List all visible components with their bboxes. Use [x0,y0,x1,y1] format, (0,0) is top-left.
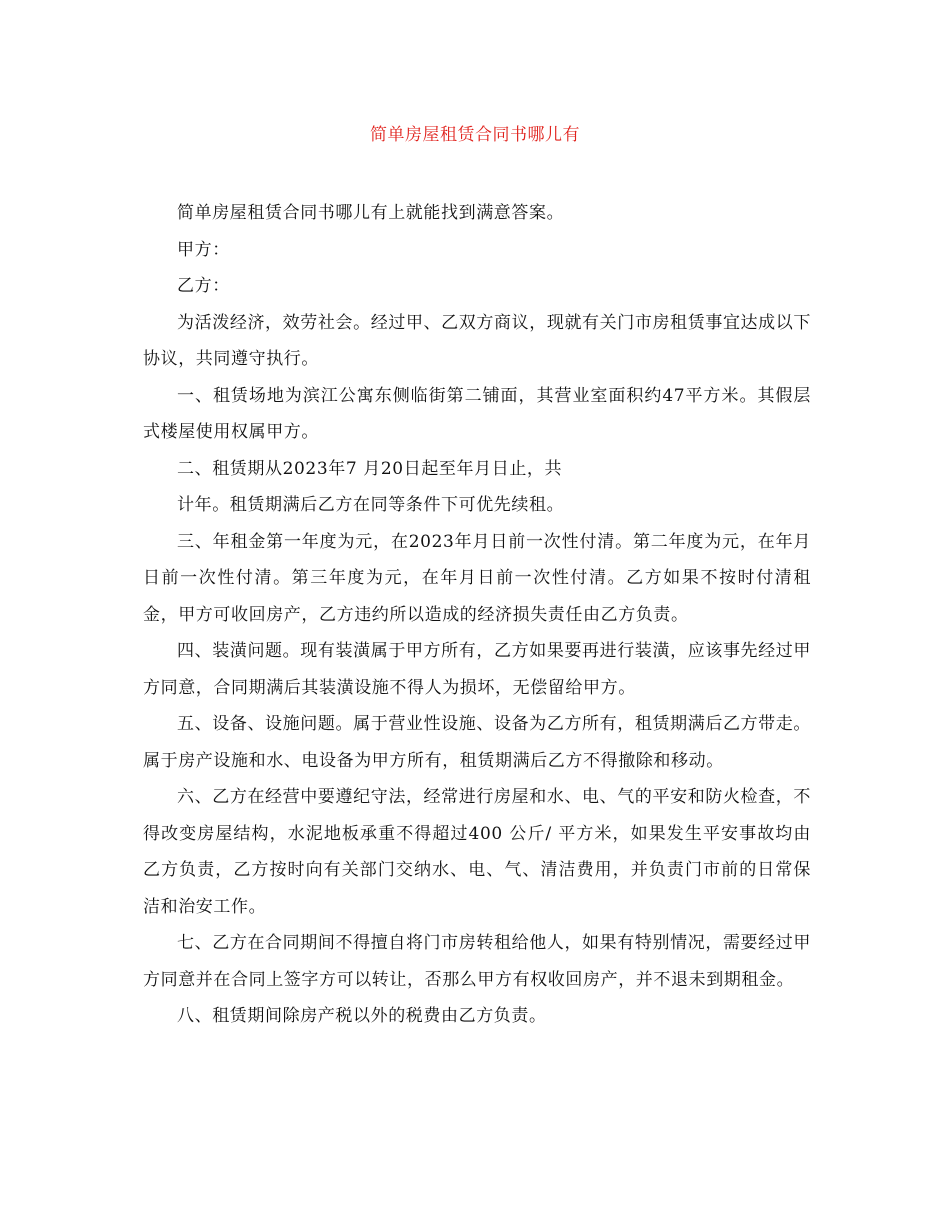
clause-4-decoration: 四、装潢问题。现有装潢属于甲方所有，乙方如果要再进行装潢，应该事先经过甲方同意，合同期满后其装潢设施不得人为损坏，无偿留给甲方。 [143,641,811,698]
clause-3-rent: 三、年租金第一年度为元，在2023年月日前一次性付清。第二年度为元，在年月日前一次性付清。第三年度为元，在年月日前一次性付清。乙方如果不按时付清租金，甲方可收回房产，乙方违约所以造成的经济损失责任由乙方负责。 [143,531,811,625]
document-body [143,195,811,1035]
clause-7-sublease: 七、乙方在合同期间不得擅自将门市房转租给他人，如果有特别情况，需要经过甲方同意并在合同上签字方可以转让，否那么甲方有权收回房产，并不退未到期租金。 [143,933,811,990]
clause-2-term-continued: 计年。租赁期满后乙方在同等条件下可优先续租。 [177,495,565,515]
clause-1-premises: 一、租赁场地为滨江公寓东侧临街第二铺面，其营业室面积约47平方米。其假层式楼屋使用权属甲方。 [143,385,811,442]
document-title: 简单房屋租赁合同书哪儿有 [370,125,580,145]
clause-8-taxes: 八、租赁期间除房产税以外的税费由乙方负责。 [177,1006,547,1026]
clause-6-compliance: 六、乙方在经营中要遵纪守法，经常进行房屋和水、电、气的平安和防火检查，不得改变房屋结构，水泥地板承重不得超过400 公斤/ 平方米，如果发生平安事故均由乙方负责，乙方按时向有关部门交纳水、电、气、清洁费用，并负责门市前的日常保洁和治安工作。 [143,787,811,917]
preamble-paragraph: 为活泼经济，效劳社会。经过甲、乙双方商议，现就有关门市房租赁事宜达成以下协议，共同遵守执行。 [143,312,811,369]
intro-paragraph: 简单房屋租赁合同书哪儿有上就能找到满意答案。 [177,203,565,223]
party-b-line: 乙方： [177,276,230,296]
clause-5-equipment: 五、设备、设施问题。属于营业性设施、设备为乙方所有，租赁期满后乙方带走。属于房产设施和水、电设备为甲方所有，租赁期满后乙方不得撤除和移动。 [143,714,811,771]
clause-2-term: 二、租赁期从2023年7 月20日起至年月日止，共 [177,458,563,479]
party-a-line: 甲方： [177,239,230,260]
